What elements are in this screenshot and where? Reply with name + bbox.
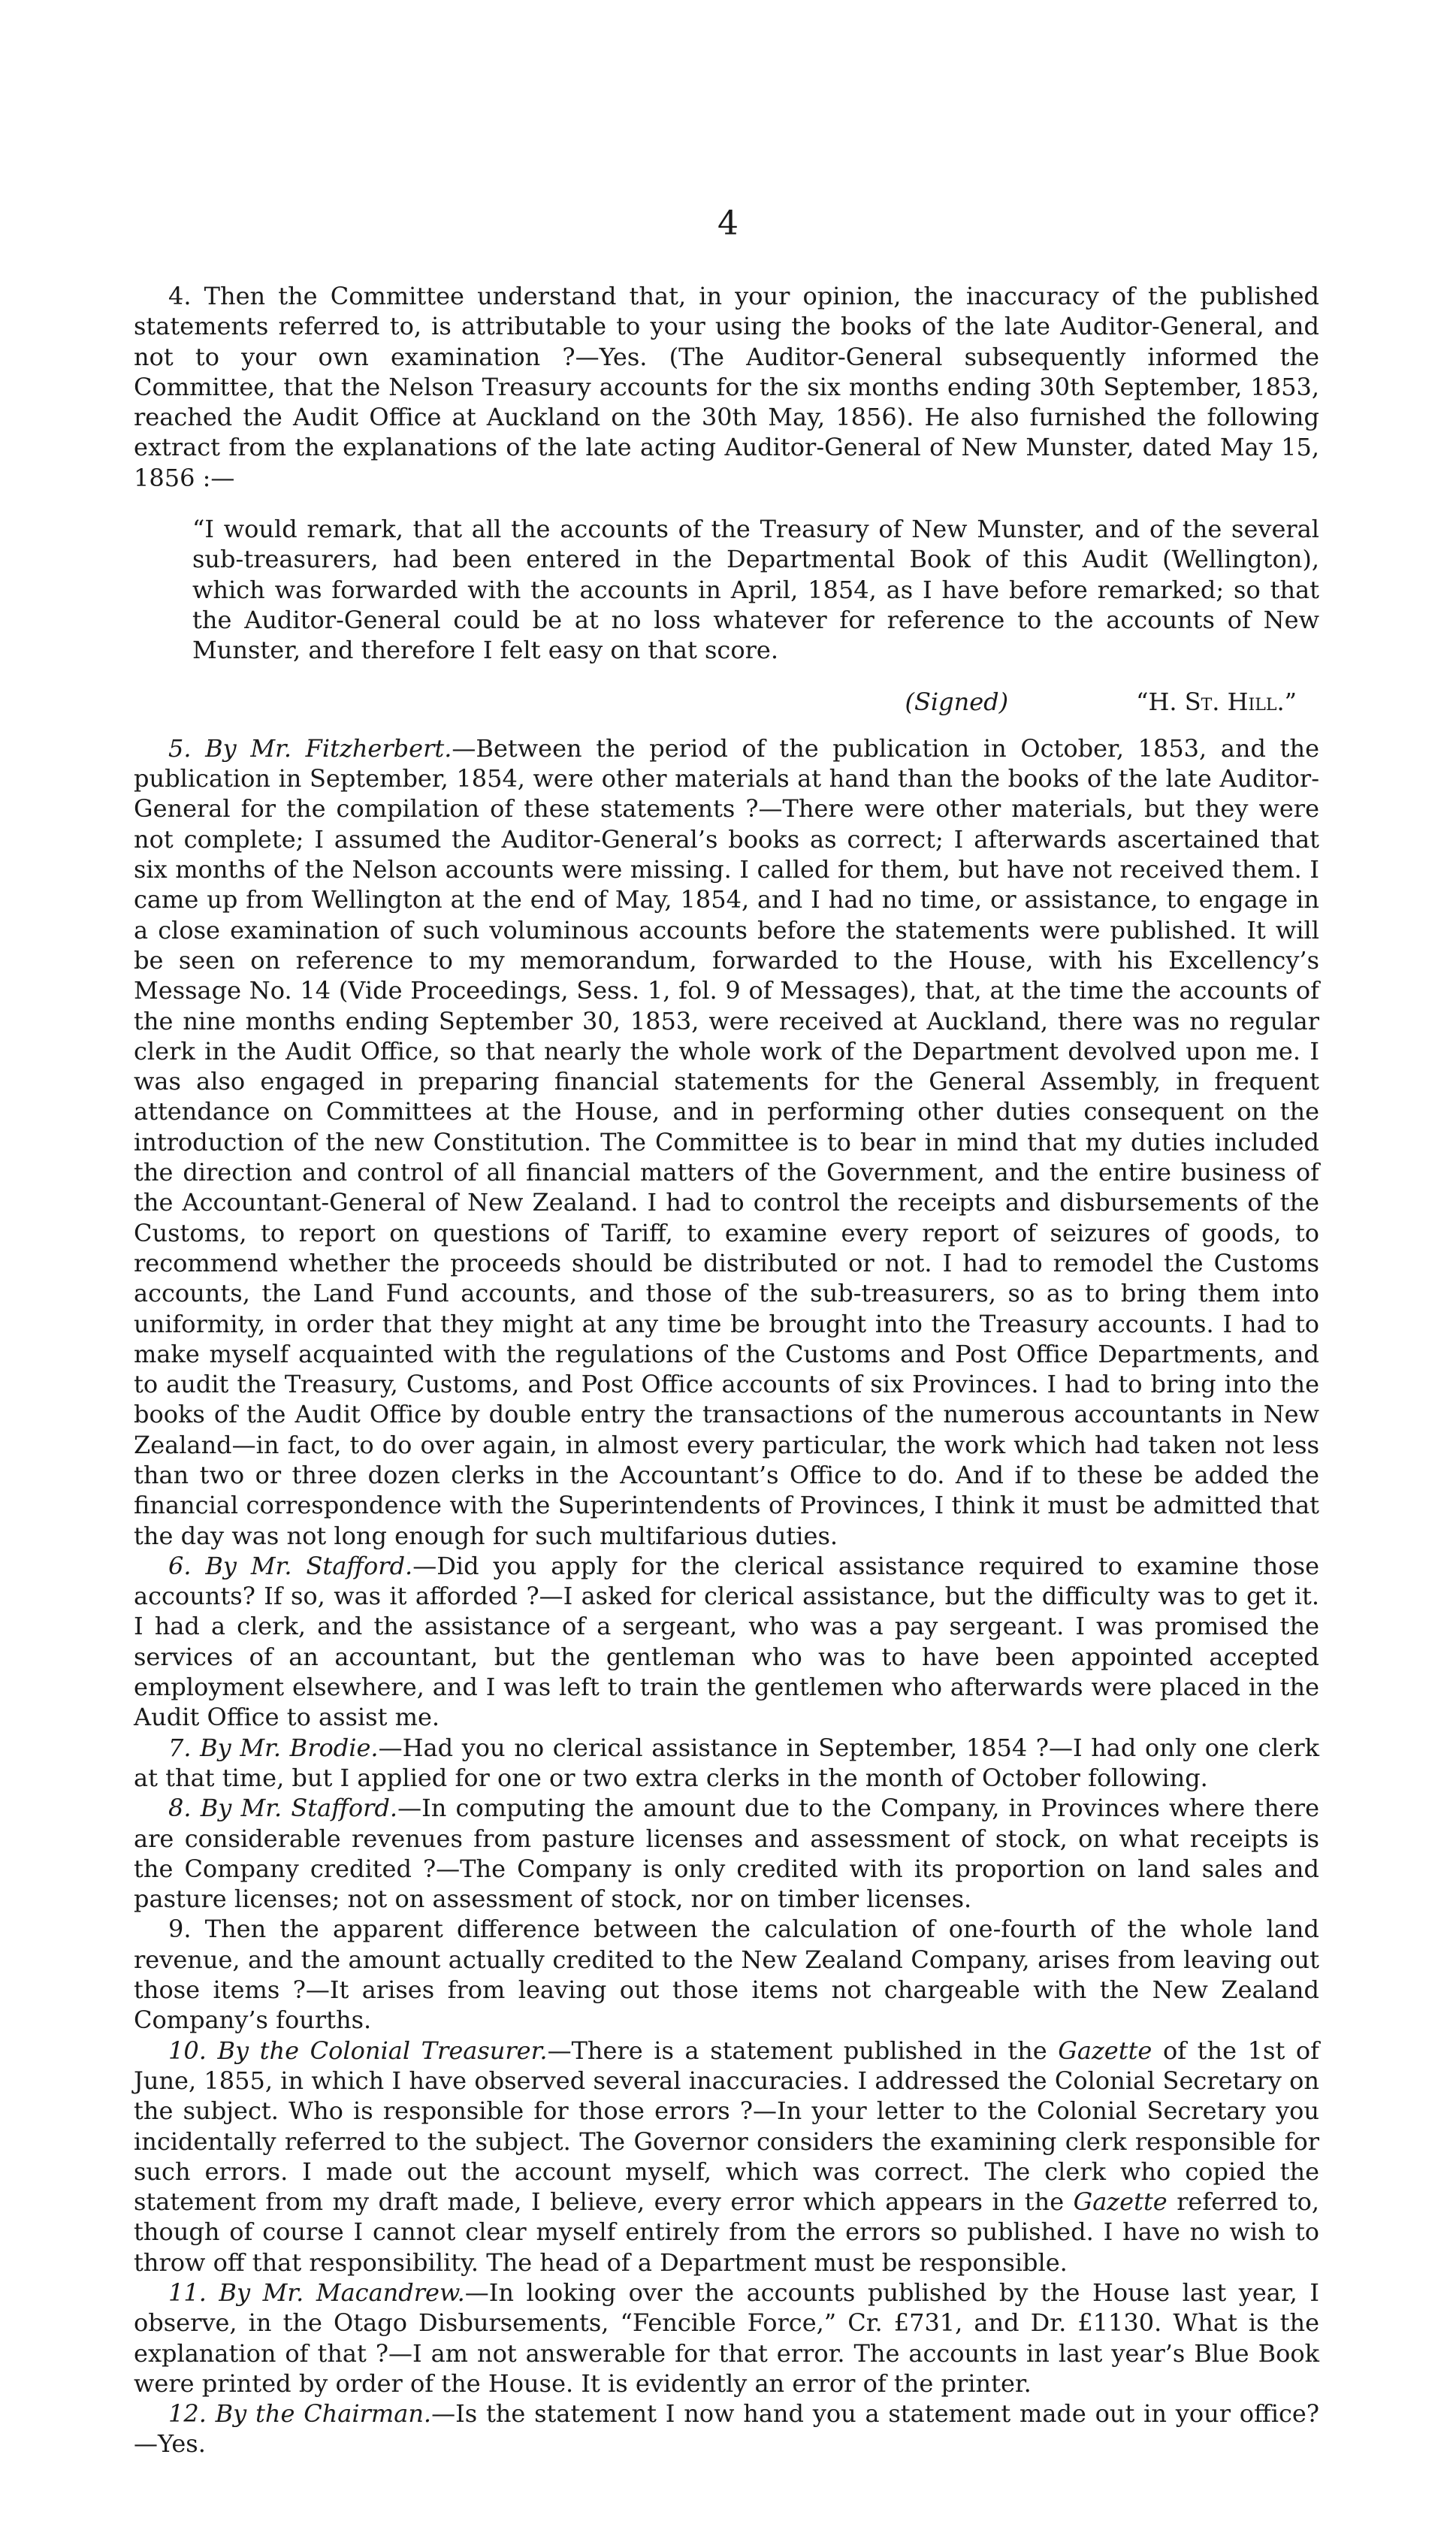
gazette-ref-2: Gazette — [1073, 2187, 1168, 2217]
signature-line — [134, 687, 1319, 717]
paragraph-10-text-a: —There is a statement published in the — [547, 2036, 1059, 2065]
paragraph-10-text-b: of the 1st of June, 1855, in which I have observed several inaccuracies. I addressed the Colonial Secretary on the subject. Who is responsible for those errors ?—In your letter to the Colonial Secretary you incidentally referred to the subject. The Governor considers the examining clerk responsible for such errors. I made out the account myself, which was correct. The clerk who copied the statement from my draft made, I believe, every error which appears in the — [134, 2036, 1320, 2217]
speaker-brodie: 7. By Mr. Brodie. — [168, 1733, 379, 1762]
signed-label: (Signed) — [905, 687, 1009, 716]
paragraph-5 — [134, 733, 1319, 1551]
paragraph-11-text: —In looking over the accounts published by the House last year, I observe, in the Otago Disbursements, “Fencible Force,” Cr. £731, and Dr. £1130. What is the explanation of that ?—I am not answerable for that error. The accounts in last year’s Blue Book were printed by order of the House. It is evidently an error of the printer. — [134, 2278, 1320, 2398]
paragraph-6-text: —Did you apply for the clerical assistance required to examine those accounts? If so, was it afforded ?—I asked for clerical assistance, but the difficulty was to get it. I had a clerk, and the assistance of a sergeant, who was a pay sergeant. I was promised the services of an accountant, but the gentleman who was to have been appointed accepted employment elsewhere, and I was left to train the gentlemen who afterwards were placed in the Audit Office to assist me. — [134, 1551, 1319, 1732]
gazette-ref: Gazette — [1058, 2036, 1152, 2065]
paragraph-8 — [134, 1793, 1319, 1914]
paragraph-10-text-c: referred to, though of course I cannot clear myself entirely from the errors so published. I have no wish to throw off that responsibility. The head of a Department must be responsible. — [134, 2187, 1320, 2277]
quoted-extract — [168, 514, 1319, 665]
signature-name: “H. St. Hill.” — [1136, 687, 1297, 716]
paragraph-7 — [134, 1733, 1319, 1794]
speaker-colonial-treasurer: 10. By the Colonial Treasurer. — [168, 2036, 548, 2065]
paragraph-11 — [134, 2278, 1319, 2399]
paragraph-8-text: —In computing the amount due to the Company, in Provinces where there are considerable revenues from pasture licenses and assessment of stock, on what receipts is the Company credited ?—The Company is only credited with its proportion on land sales and pasture licenses; not on assessment of stock, nor on timber licenses. — [134, 1794, 1320, 1914]
paragraph-9: 9. Then the apparent difference between the calculation of one-fourth of the whole land revenue, and the amount actually credited to the New Zealand Company, arises from leaving out those items ?—It arises from leaving out those items not chargeable with the New Zealand Company’s fourths. — [134, 1915, 1319, 2035]
speaker-stafford: 6. By Mr. Stafford. — [168, 1551, 413, 1580]
paragraph-5-text: —Between the period of the publication in October, 1853, and the publication in September, 1854, were other materials at hand than the books of the late Auditor-General for the compilation of these statements ?—There were other materials, but they were not complete; I assumed the Auditor-General’s books as correct; I afterwards ascertained that six months of the Nelson accounts were missing. I called for them, but have not received them. I came up from Wellington at the end of May, 1854, and I had no time, or assistance, to engage in a close examination of such voluminous accounts before the statements were published. It will be seen on reference to my memorandum, forwarded to the House, with his Excellency’s Message No. 14 (Vide Proceedings, Sess. 1, fol. 9 of Messages), that, at the time the accounts of the nine months ending September 30, 1853, were received at Auckland, there was no regular clerk in the Audit Office, so that nearly the whole work of the Department devolved upon me. I was also engaged in preparing financial statements for the General Assembly, in frequent attendance on Committees at the House, and in performing other duties consequent on the introduction of the new Constitution. The Committee is to bear in mind that my duties included the direction and control of all financial matters of the Government, and the entire business of the Accountant-General of New Zealand. I had to control the receipts and disbursements of the Customs, to report on questions of Tariff, to examine every report of seizures of goods, to recommend whether the proceeds should be distributed or not. I had to remodel the Customs accounts, the Land Fund accounts, and those of the sub-treasurers, so as to bring them into uniformity, in order that they might at any time be brought into the Treasury accounts. I had to make myself acquainted with the regulations of the Customs and Post Office Departments, and to audit the Treasury, Customs, and Post Office accounts of six Provinces. I had to bring into the books of the Audit Office by double entry the transactions of the numerous accountants in New Zealand—in fact, to do over again, in almost every particular, the work which had taken not less than two or three dozen clerks in the Accountant’s Office to do. And if to these be added the financial correspondence with the Superintendents of Provinces, I think it must be admitted that the day was not long enough for such multifarious duties. — [134, 733, 1320, 1550]
speaker-macandrew: 11. By Mr. Macandrew. — [168, 2278, 465, 2307]
page-number: 4 — [717, 204, 739, 243]
page-body — [134, 281, 1319, 2459]
quote-text: “I would remark, that all the accounts of the Treasury of New Munster, and of the several sub-treasurers, had been entered in the Departmental Book of this Audit (Wellington), which was forwarded with the accounts in April, 1854, as I have before remarked; so that the Auditor-General could be at no loss whatever for reference to the accounts of New Munster, and therefore I felt easy on that score. — [192, 515, 1319, 665]
speaker-fitzherbert: 5. By Mr. Fitzherbert. — [168, 733, 452, 763]
paragraph-7-text: —Had you no clerical assistance in September, 1854 ?—I had only one clerk at that time, but I applied for one or two extra clerks in the month of October following. — [134, 1733, 1319, 1792]
paragraph-12 — [134, 2399, 1319, 2459]
paragraph-10 — [134, 2036, 1319, 2278]
paragraph-4: 4. Then the Committee understand that, in your opinion, the inaccuracy of the published statements referred to, is attributable to your using the books of the late Auditor-General, and not to your own examination ?—Yes. (The Auditor-General subsequently informed the Committee, that the Nelson Treasury accounts for the six months ending 30th September, 1853, reached the Audit Office at Auckland on the 30th May, 1856). He also furnished the following extract from the explanations of the late acting Auditor-General of New Munster, dated May 15, 1856 :— — [134, 282, 1319, 492]
speaker-stafford-2: 8. By Mr. Stafford. — [168, 1794, 398, 1823]
paragraph-12-text: —Is the statement I now hand you a statement made out in your office?—Yes. — [134, 2399, 1320, 2459]
speaker-chairman: 12. By the Chairman. — [168, 2399, 432, 2429]
paragraph-6 — [134, 1551, 1319, 1733]
